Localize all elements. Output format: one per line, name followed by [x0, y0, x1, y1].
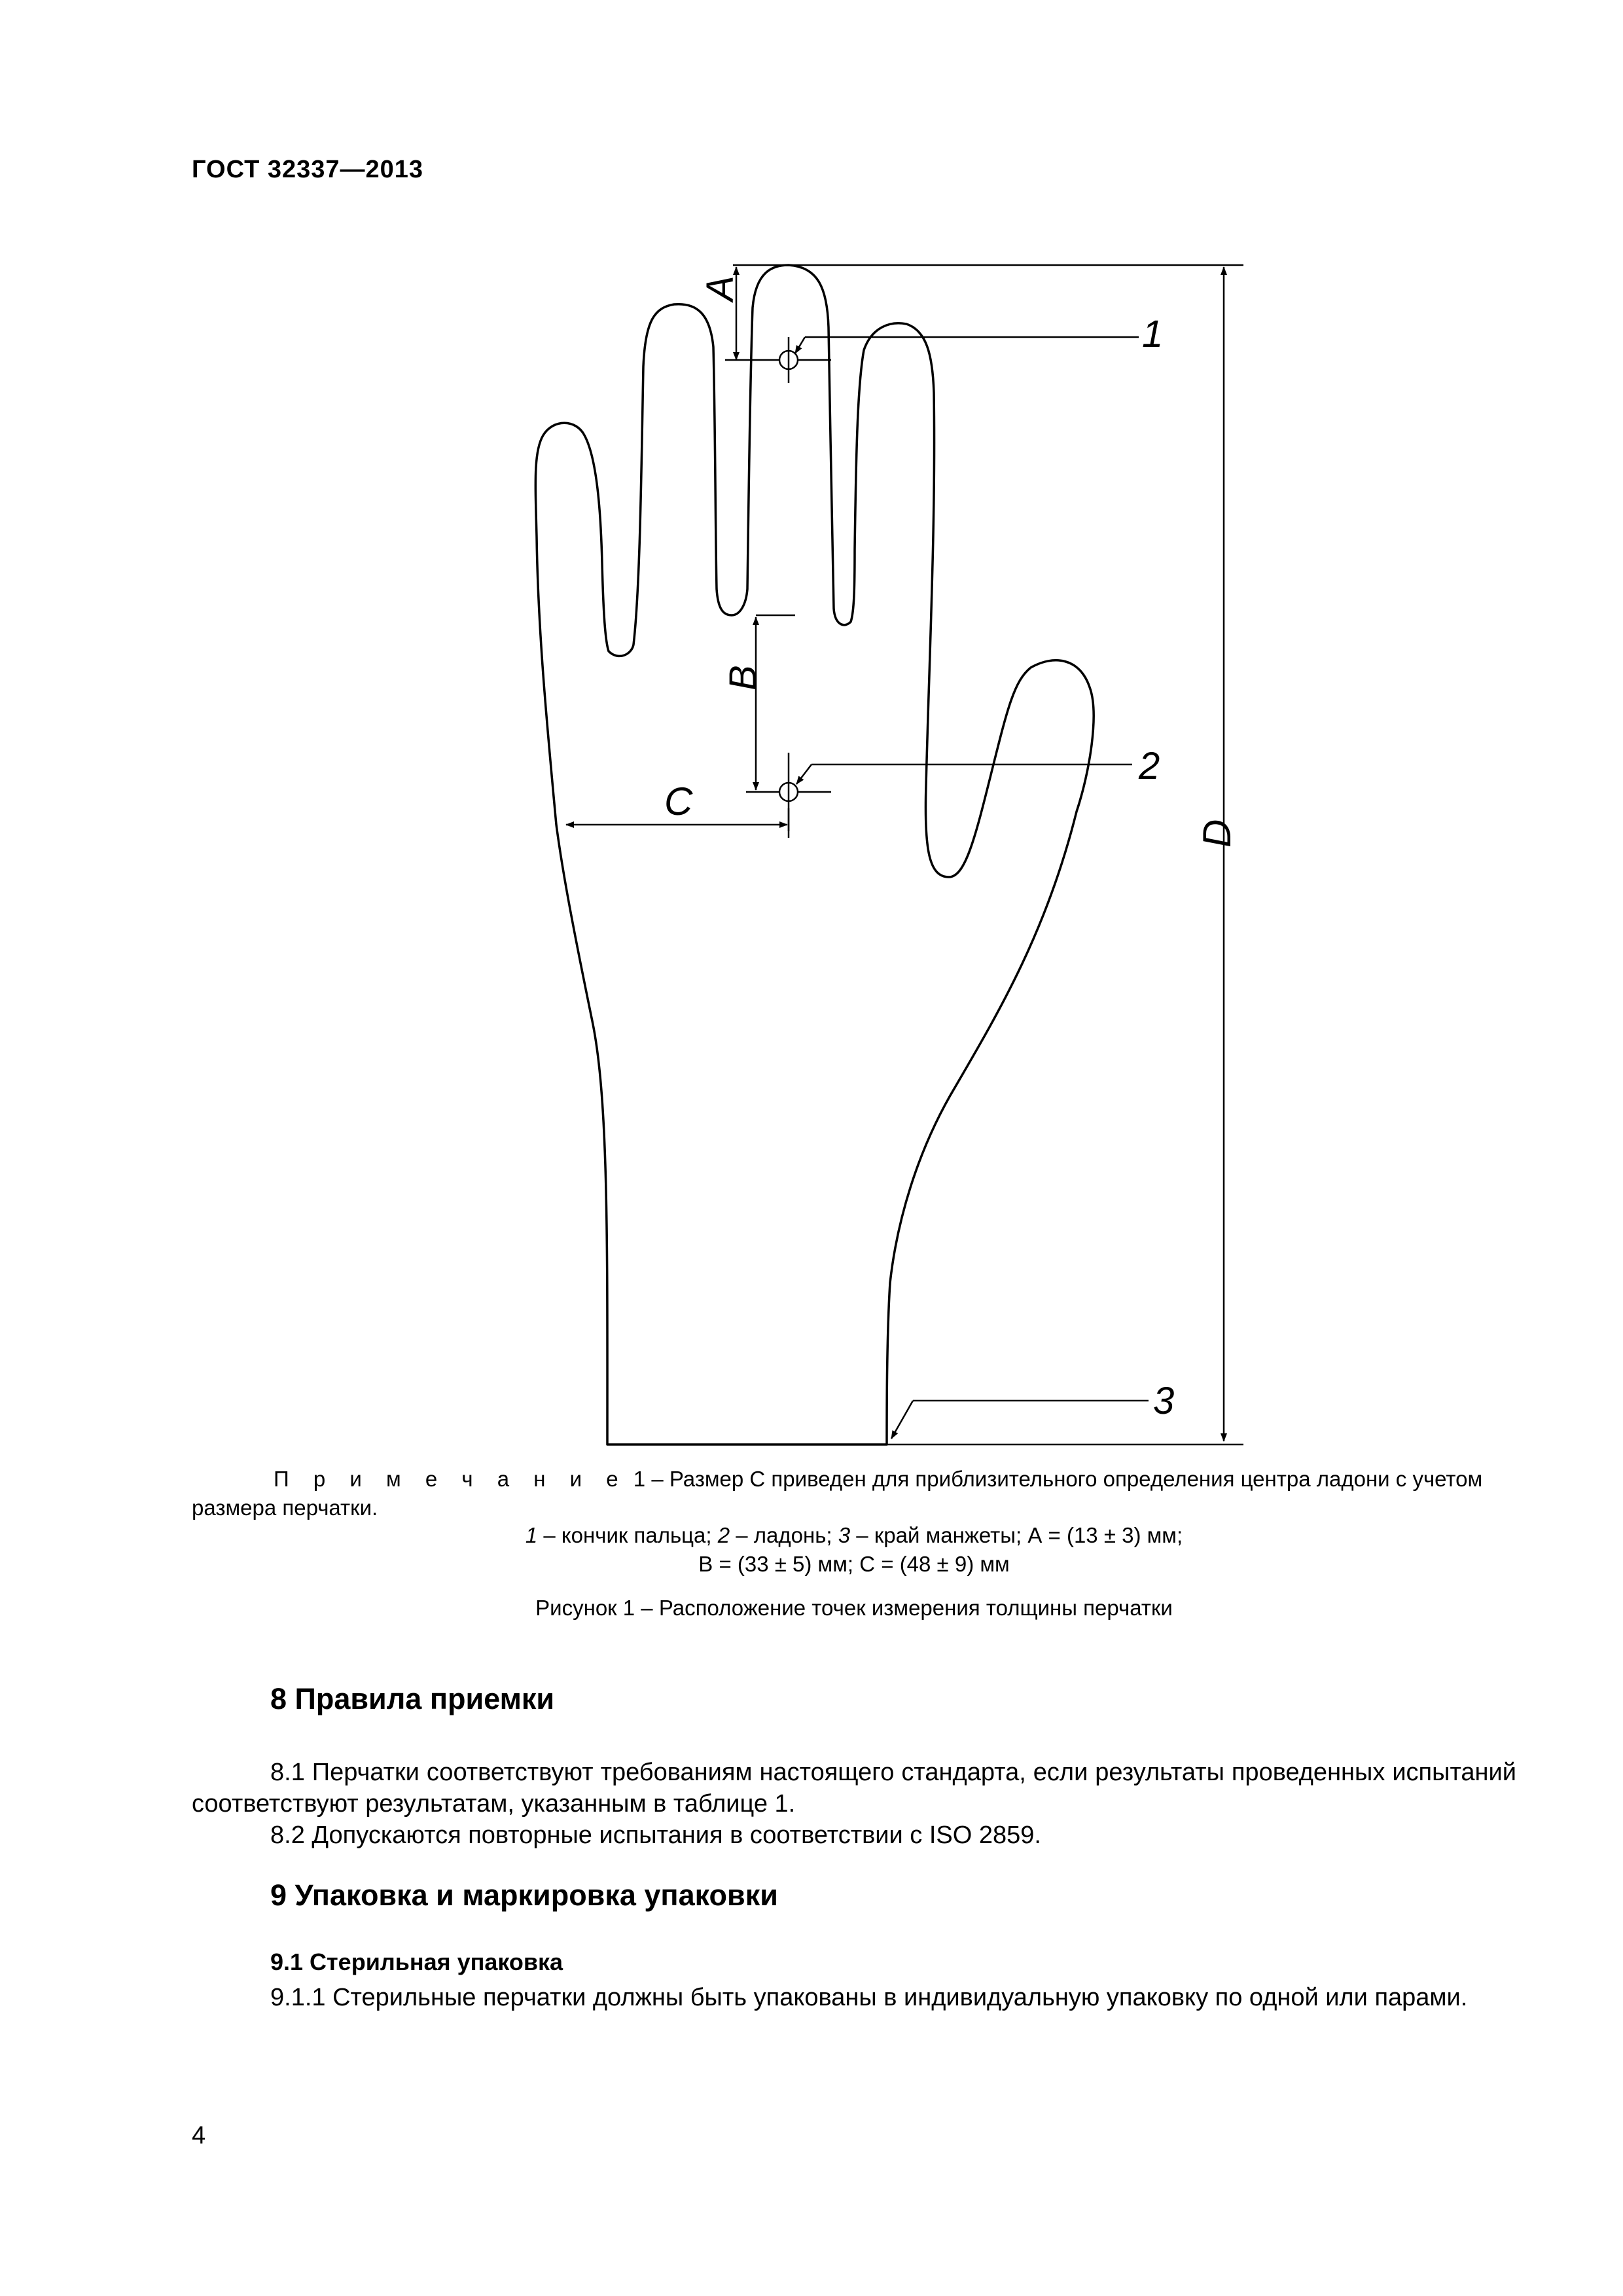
- subsection-9-1-title: 9.1 Стерильная упаковка: [270, 1948, 563, 1975]
- document-header: ГОСТ 32337—2013: [192, 156, 424, 183]
- label-point-2: 2: [1139, 745, 1160, 787]
- figure-key-line-1: 1 – кончик пальца; 2 – ладонь; 3 – край манжеты; А = (13 ± 3) мм;: [525, 1523, 1183, 1547]
- glove-contour: [535, 265, 1094, 1444]
- figure-caption: Рисунок 1 – Расположение точек измерения толщины перчатки: [535, 1596, 1173, 1620]
- label-point-1: 1: [1142, 313, 1164, 355]
- paragraph-9-1-1: 9.1.1 Стерильные перчатки должны быть упакованы в индивидуальную упаковку по одной или парами.: [270, 1984, 1468, 2011]
- page-number: 4: [192, 2122, 206, 2149]
- label-a: A: [699, 276, 741, 301]
- section-9-title: 9 Упаковка и маркировка упаковки: [270, 1878, 778, 1912]
- paragraph-8-2: 8.2 Допускаются повторные испытания в соответствии с ISO 2859.: [270, 1821, 1041, 1849]
- figure-key-line-2: В = (33 ± 5) мм; С = (48 ± 9) мм: [698, 1552, 1010, 1576]
- section-8-title: 8 Правила приемки: [270, 1682, 555, 1715]
- figure-note: [192, 1465, 1516, 1522]
- label-point-3: 3: [1153, 1380, 1175, 1422]
- label-d: D: [1195, 819, 1239, 848]
- label-c: C: [664, 780, 693, 823]
- paragraph-8-1: 8.1 Перчатки соответствуют требованиям настоящего стандарта, если результаты проведенных испытаний соответствуют результатам, указанным в таблице 1.: [192, 1759, 1516, 1818]
- note-prefix: П р и м е ч а н и е: [274, 1467, 628, 1491]
- note-text: 1 – Размер С приведен для приблизительного определения центра ладони с учетом размера перчатки.: [192, 1467, 1483, 1520]
- label-b: B: [722, 665, 764, 691]
